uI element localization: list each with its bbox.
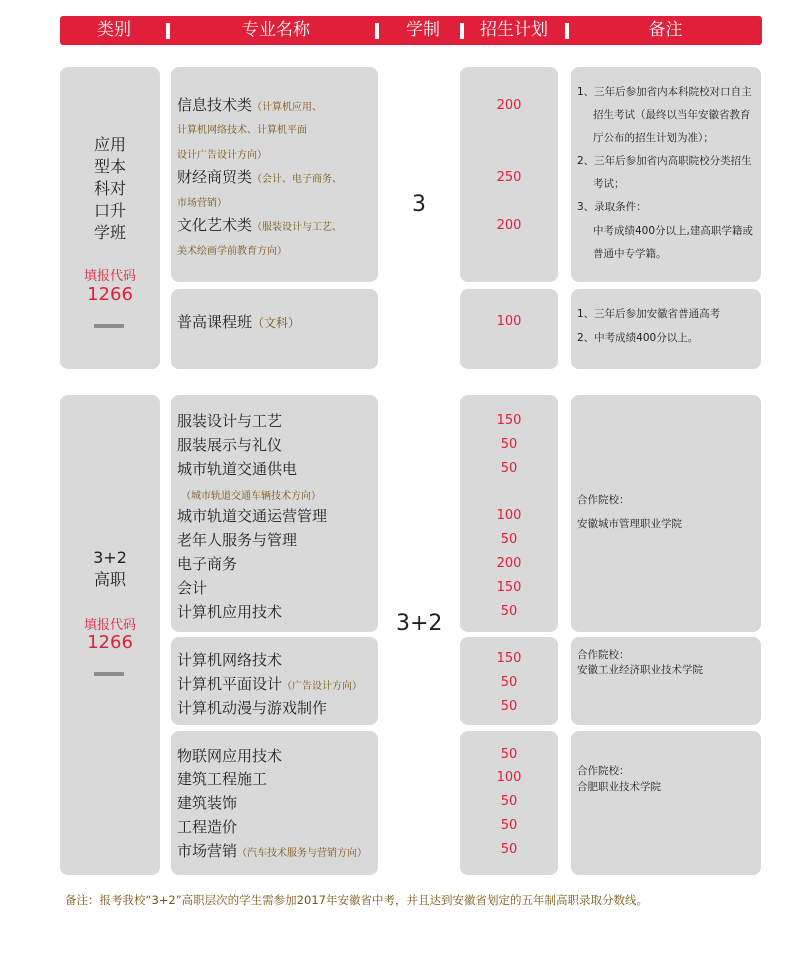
plan-value: 150	[496, 580, 522, 595]
plan-value: 50	[500, 794, 518, 809]
major-row: 市场营销（汽车技术服务与营销方向）	[177, 842, 368, 860]
section1-majors-group1	[171, 67, 378, 282]
section2-majors-group2	[171, 637, 378, 725]
plan-value: 200	[496, 98, 522, 113]
category-name-line: 应用	[93, 135, 126, 154]
plan-value: 50	[500, 699, 518, 714]
category-name-line: 3+2	[93, 548, 127, 567]
remark-line: 3、录取条件：	[577, 201, 647, 213]
header-major: 专业名称	[242, 20, 310, 40]
major-row: 设计广告设计方向）	[177, 150, 267, 161]
major-row: 建筑工程施工	[177, 770, 268, 788]
remark-line: 中考成绩400分以上,建高职学籍或	[593, 225, 753, 237]
remark-line: 考试；	[593, 178, 625, 190]
major-row: 计算机动漫与游戏制作	[177, 699, 328, 717]
remark-line: 2、三年后参加省内高职院校分类招生	[577, 155, 752, 167]
code-value: 1266	[87, 632, 133, 653]
plan-value: 50	[500, 437, 518, 452]
section1-remarks-group2	[571, 289, 761, 369]
major-row: 服装设计与工艺	[177, 412, 283, 430]
section2-plan-group2	[460, 637, 558, 725]
section2-remarks-group1	[571, 395, 761, 632]
major-row: 城市轨道交通运营管理	[177, 507, 328, 525]
plan-value: 100	[496, 770, 522, 785]
code-value: 1266	[87, 284, 133, 305]
plan-value: 200	[496, 556, 522, 571]
major-row: 会计	[177, 579, 208, 597]
category-name-line: 口升	[93, 201, 126, 220]
section2-remarks-group2	[571, 637, 761, 725]
section2-majors-group3	[171, 731, 378, 875]
plan-value: 50	[500, 675, 518, 690]
category-name-line: 型本	[93, 157, 126, 176]
section1-majors-group2	[171, 289, 378, 369]
partner-name: 合肥职业技术学院	[577, 781, 661, 793]
plan-value: 50	[500, 461, 518, 476]
plan-value: 100	[496, 314, 522, 329]
category-name-line: 高职	[93, 570, 126, 589]
major-row: 计算机网络技术	[177, 651, 283, 669]
section2-remarks-group3	[571, 731, 761, 875]
major-row: 工程造价	[177, 818, 238, 836]
remark-line: 招生考试（最终以当年安徽省教育	[593, 109, 751, 121]
years-value: 3+2	[396, 611, 443, 636]
partner-label: 合作院校：	[577, 494, 630, 506]
major-row: 计算机平面设计（广告设计方向）	[177, 675, 363, 693]
major-row: 建筑装饰	[177, 794, 238, 812]
section1-remarks-group1	[571, 67, 761, 282]
major-row: 服装展示与礼仪	[177, 436, 283, 454]
partner-name: 安徽城市管理职业学院	[577, 518, 682, 530]
major-row: 文化艺术类（服装设计与工艺、	[177, 216, 343, 234]
plan-value: 50	[500, 818, 518, 833]
category-name-line: 科对	[93, 179, 126, 198]
plan-value: 50	[500, 842, 518, 857]
major-row: 老年人服务与管理	[177, 531, 298, 549]
remark-line: 普通中专学籍。	[593, 248, 667, 260]
header-category: 类别	[97, 20, 131, 40]
major-row: 美术绘画学前教育方向）	[177, 246, 287, 257]
section1-plan-group2	[460, 289, 558, 369]
plan-value: 150	[496, 413, 522, 428]
plan-value: 200	[496, 218, 522, 233]
plan-value: 50	[500, 532, 518, 547]
major-row: 市场营销）	[177, 198, 227, 209]
header-remarks: 备注	[648, 20, 683, 40]
major-row: （城市轨道交通车辆技术方向）	[181, 491, 321, 502]
dash-divider	[94, 672, 124, 676]
table-header	[60, 16, 762, 45]
plan-value: 50	[500, 747, 518, 762]
remark-line: 1、三年后参加省内本科院校对口自主	[577, 86, 752, 98]
code-label: 填报代码	[83, 618, 136, 633]
major-row: 城市轨道交通供电	[177, 460, 298, 478]
major-row: 信息技术类（计算机应用、	[177, 96, 323, 114]
section2-category-cell	[60, 395, 160, 875]
years-value: 3	[412, 192, 426, 217]
code-label: 填报代码	[83, 269, 136, 284]
major-row: 普高课程班（文科）	[177, 313, 301, 331]
major-row: 计算机网络技术、计算机平面	[177, 125, 307, 136]
remark-line: 厅公布的招生计划为准）；	[593, 132, 714, 144]
section1-plan-group1	[460, 67, 558, 282]
header-years: 学制	[406, 20, 440, 40]
dash-divider	[94, 324, 124, 328]
header-plan: 招生计划	[480, 20, 548, 40]
partner-label: 合作院校：	[577, 649, 630, 661]
section2-plan-group1	[460, 395, 558, 632]
major-row: 物联网应用技术	[177, 747, 283, 765]
major-row: 电子商务	[177, 555, 238, 573]
partner-label: 合作院校：	[577, 765, 630, 777]
remark-line: 2、中考成绩400分以上。	[577, 332, 699, 344]
footer-note: 备注：报考我校“3+2”高职层次的学生需参加2017年安徽省中考，并且达到安徽省划定的五年制高职录取分数线。	[65, 893, 648, 907]
plan-value: 250	[496, 170, 522, 185]
category-name-line: 学班	[93, 223, 126, 242]
section2-majors-group1	[171, 395, 378, 632]
plan-value: 50	[500, 604, 518, 619]
major-row: 计算机应用技术	[177, 603, 283, 621]
remark-line: 1、三年后参加安徽省普通高考	[577, 308, 721, 320]
plan-value: 100	[496, 508, 522, 523]
partner-name: 安徽工业经济职业技术学院	[577, 664, 703, 676]
plan-value: 150	[496, 651, 522, 666]
section1-category-cell	[60, 67, 160, 369]
major-row: 财经商贸类（会计、电子商务、	[177, 168, 343, 186]
section2-plan-group3	[460, 731, 558, 875]
